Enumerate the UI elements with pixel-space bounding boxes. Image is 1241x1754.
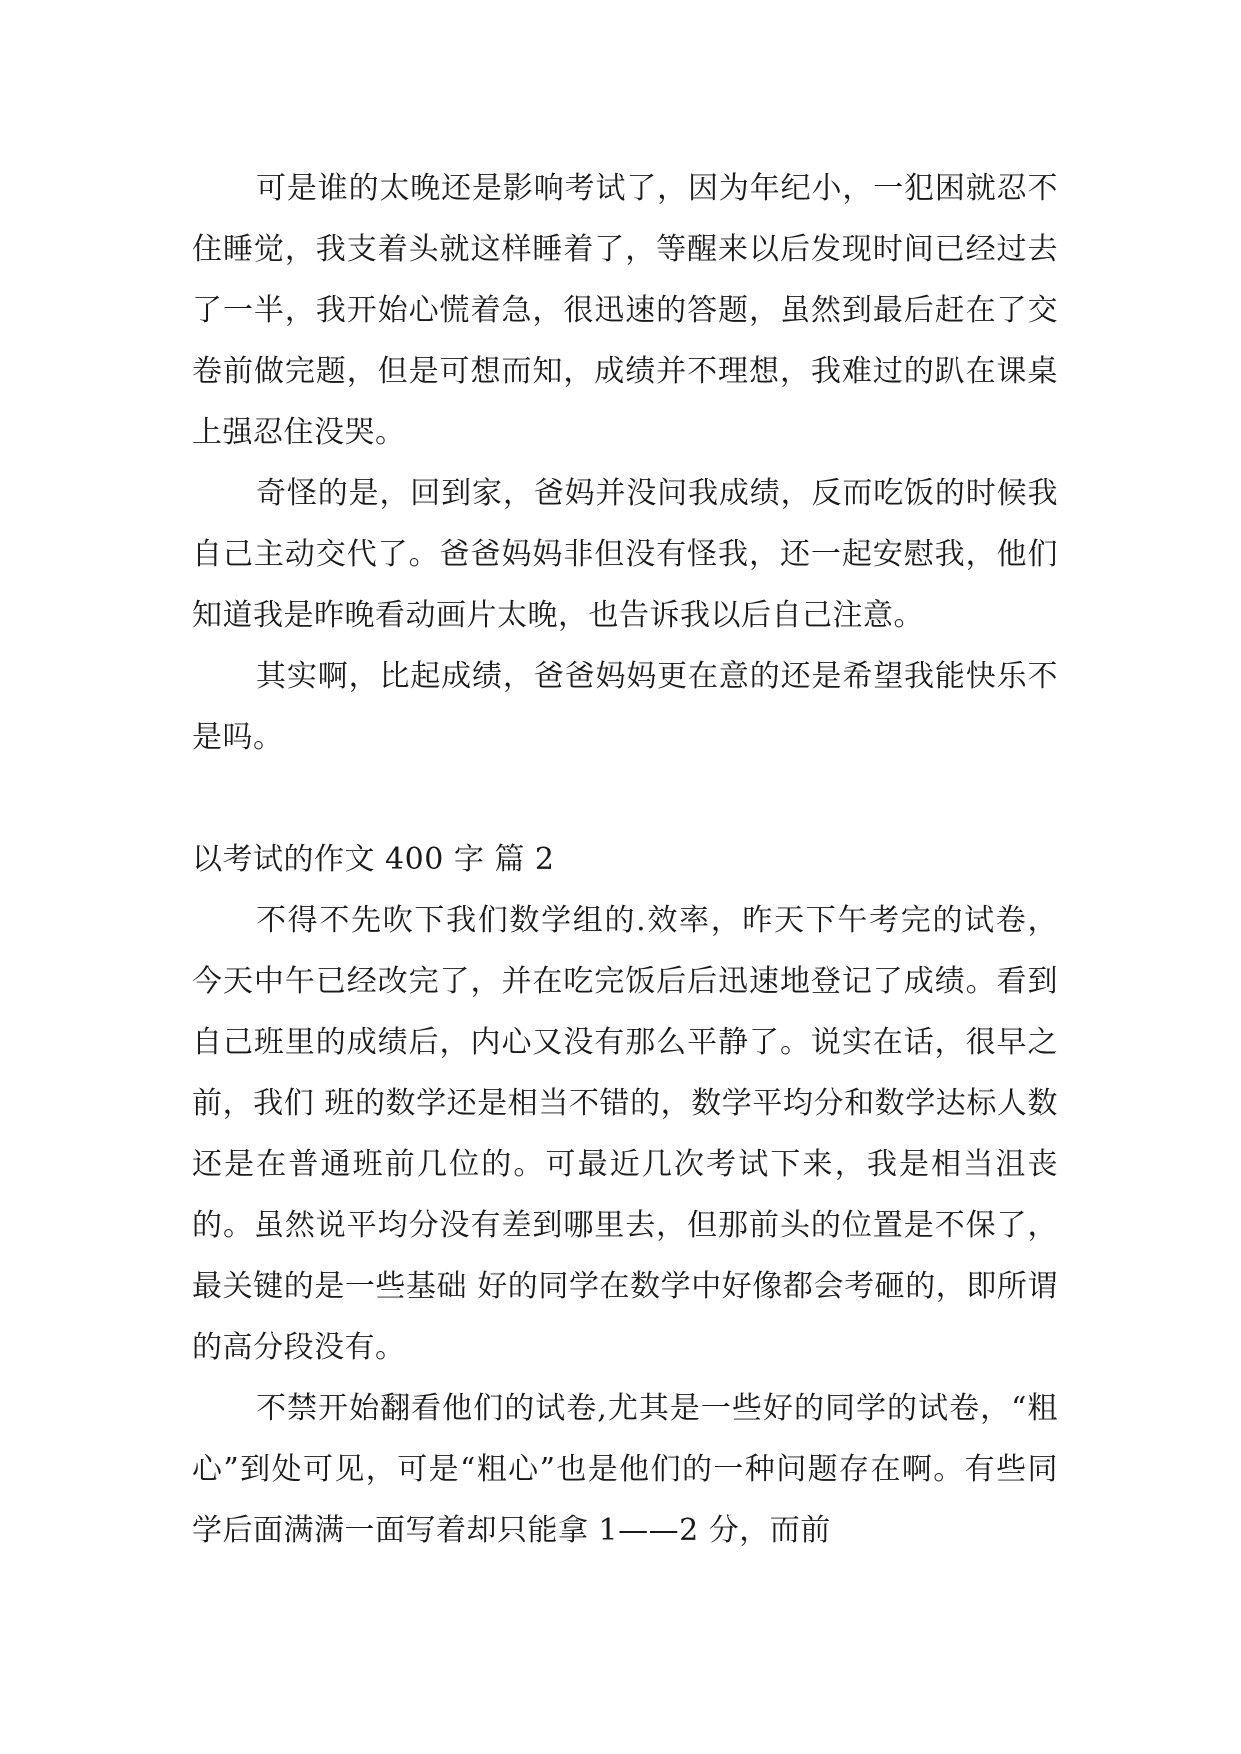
paragraph-exam-overslept: 可是谁的太晚还是影响考试了，因为年纪小，一犯困就忍不住睡觉，我支着头就这样睡着了，等醒来以后发现时间已经过去了一半，我开始心慌着急，很迅速的答题，虽然到最后赶在了交卷前做完题，但是可想而知，成绩并不理想，我难过的趴在课桌上强忍住没哭。 [192,171,1058,450]
section-heading: 以考试的作文 400 字 篇 2 [192,842,555,877]
document-body [192,158,1058,1561]
paragraph-happiness: 其实啊，比起成绩，爸爸妈妈更在意的还是希望我能快乐不是吗。 [192,659,1058,755]
paragraph-math-results: 不得不先吹下我们数学组的.效率，昨天下午考完的试卷，今天中午已经改完了，并在吃完饭后后迅速地登记了成绩。看到自己班里的成绩后，内心又没有那么平静了。说实在话，很早之前，我们 班的数学还是相当不错的，数学平均分和数学达标人数还是在普通班前几位的。可最近几次考试下来，我是相当沮丧的。虽然说平均分没有差到哪里去，但那前头的位置是不保了，最关键的是一些基础 好的同学在数学中好像都会考砸的，即所谓的高分段没有。 [192,903,1058,1365]
section-spacer [192,768,1058,829]
paragraph-careless-mistakes: 不禁开始翻看他们的试卷,尤其是一些好的同学的试卷，“粗心”到处可见，可是“粗心”也是他们的一种问题存在啊。有些同学后面满满一面写着却只能拿 1——2 分，而前 [192,1391,1058,1548]
paragraph-parents-comfort: 奇怪的是，回到家，爸妈并没问我成绩，反而吃饭的时候我自己主动交代了。爸爸妈妈非但没有怪我，还一起安慰我，他们知道我是昨晚看动画片太晚，也告诉我以后自己注意。 [192,476,1058,633]
